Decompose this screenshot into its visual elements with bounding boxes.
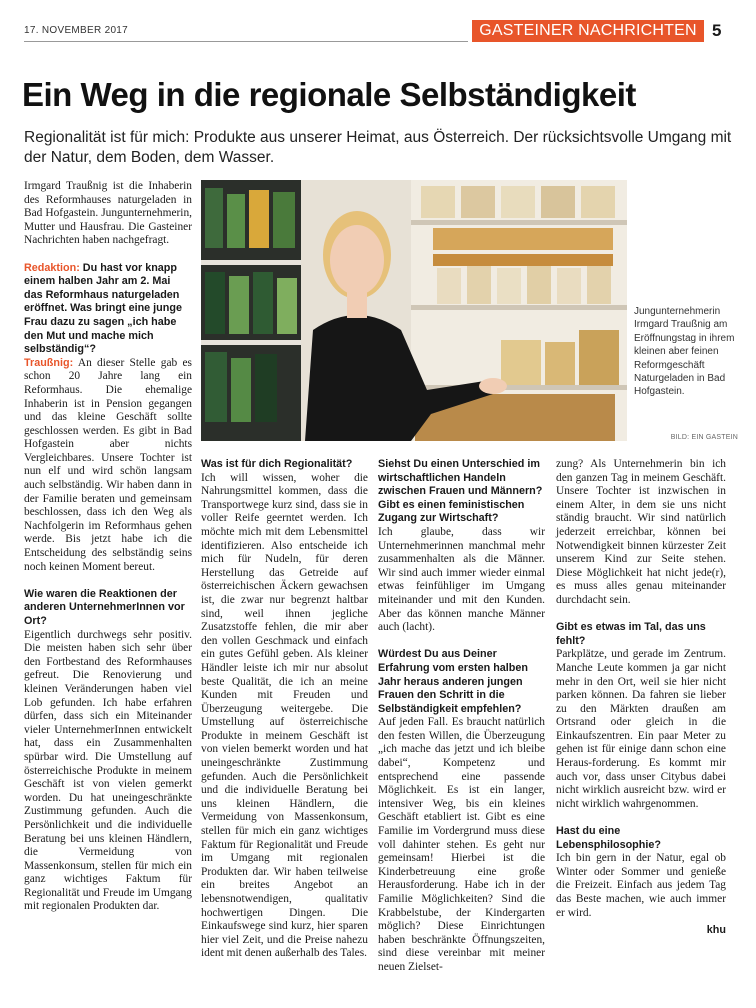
- photo-caption: Jungunternehmerin Irmgard Traußnig am Eröffnungstag in ihrem kleinen aber feinen Reformgeschäft Naturgeladen in Bad Hofgastein.: [634, 306, 735, 398]
- answer-paragraph: Ich will wissen, woher die Nahrungsmittel kommen, dass die Transportwege kurz sind, dass sie in voller Reife geerntet werden. Ich möchte mich mit dem Lebensmittel identifizieren. Also entscheide ich mich für Nudeln, für deren Herstellung das Getreide auf österreichischen Äckern gewachsen ist, die zwar nur begrenzt haltbar sind, weil ihnen jegliche Zusatzstoffe fehlen, die mir aber den vollen Geschmack und einfach ein gutes Gefühl geben. Als kleiner Händler leiste ich mir nur absolut beste Qualität, die ich an meine Kunden mit Freuden und Überzeugung weitergebe. Die Umstellung auf österreichische Produkte in meinem Geschäft ist von vielen bemerkt worden und hat uneingeschränkte Zustimmung gefunden. Auch die Persönlichkeit und die individuelle Beratung bei uns kleinen Händlern, die Vermeidung von Massenkonsum, stellen für mich ein ganz wichtiges Faktum für Regionalität und Freude im Umgang mit regionalen Produkten dar. Wir haben teilweise ein breites Angebot an lebensnotwendigen, qualitativ hochwertigen Dingen. Die Einkaufswege sind kurz, hier sparen hier viel Zeit, und die Preise nahezu ident mit denen außerhalb des Tales.: [201, 471, 368, 960]
- question-heading: Würdest Du aus Deiner Erfahrung vom ersten halben Jahr heraus anderen jungen Frauen den Schritt in die Selbständigkeit empfehlen?: [378, 648, 528, 715]
- page-number: 5: [712, 21, 722, 40]
- answer-paragraph: Auf jeden Fall. Es braucht natürlich den festen Willen, die Überzeugung „ich mache das jetzt und ich bleibe dabei“, Kompetenz und entsprechend eine passende Möglichkeit. Es ist ein langer, intensiver Weg, bis ein kleines Geschäft etabliert ist. Gibt es eine Familie im Vordergrund muss diese voll dahinter stehen. Es geht nur gemeinsam! Hierbei ist die Kinderbetreuung eine große Herausforderung. Habe ich in der Familie Möglichkeiten? Sind die Krabbelstube, der Kindergarten möglich? Diese Einrichtungen haben beschränkte Öffnungszeiten, sind diese vereinbar mit meiner neuen Zielset-: [378, 716, 545, 973]
- question-heading: Gibt es etwas im Tal, das uns fehlt?: [556, 621, 706, 647]
- answer-text: An dieser Stelle gab es schon 20 Jahre lang ein Reformhaus. Die ehemalige Inhaberin ist in Pension gegangen und das kleine Geschäft sollte geschlossen werden. Es gibt in Bad Hofgastein aber nichts Vergleichbares. Unsere Tochter ist nun elf und wird schön langsam auch selbständig. Wir haben dann in der Familie beraten und gemeinsam beschlossen, dass ich den Weg als Nachfolgerin im Reformhaus gehen werde. Bis jetzt habe ich die Entscheidung des selbständig seins noch keinen Moment bereut.: [24, 356, 192, 573]
- article-column-2: [201, 458, 368, 961]
- article-column-3: [378, 458, 545, 975]
- answer-paragraph: Parkplätze, und gerade im Zentrum. Manche Leute kommen ja gar nicht mehr in den Ort, weil sie hier nicht parken können. Da fahren sie lieber zu den Märkten draußen am Ortsrand oder gleich in die Einkaufszentren. Ein paar Meter zu gehen ist für einige dann schon eine Heraus-forderung. Es kommt mir auch vor, dass unser Citybus dabei nicht wirklich ausreicht bzw. wird er nicht wirklich wahrgenommen.: [556, 648, 726, 810]
- article-column-4: [556, 458, 726, 938]
- shop-owner-photo: [201, 180, 627, 441]
- newspaper-brand: GASTEINER NACHRICHTEN: [472, 20, 704, 42]
- answer-paragraph: zung? Als Unternehmerin bin ich den ganzen Tag in meinem Geschäft. Unsere Tochter ist inzwischen in einem Alter, in dem sie uns nicht ständig braucht. Wir sind natürlich jederzeit erreichbar, können bei Notwendigkeit binnen kürzester Zeit unserem Kind zur Seite stehen. Diese Möglichkeit hat nicht jede(r), es muss alles genau miteinander durchdacht sein.: [556, 458, 726, 606]
- question-heading: Was ist für dich Regionalität?: [201, 458, 353, 470]
- answer-paragraph: Ich bin gern in der Natur, egal ob Winter oder Sommer und genieße die Freizeit. Einfach aus jedem Tag das Beste machen, wie auch immer er wird.: [556, 852, 726, 919]
- question-paragraph: [24, 262, 192, 357]
- answer-paragraph: Eigentlich durchwegs sehr positiv. Die meisten haben sich sehr über den Fortbestand des Reformhauses gefreut. Die Renovierung und kleinen Veränderungen haben viel Lob gefunden. Ich habe erfahren dürfen, dass sich ein Miteinander vieler UnternehmerInnen entwickelt hat, dass ein Zusammenhalten spürbar wird. Die Umstellung auf österreichische Produkte in meinem Geschäft ist von vielen gemerkt worden. Du hat uneingeschränkte Zustimmung gefunden. Auch die Persönlichkeit und die individuelle Beratung bei uns kleinen Händlern, die Vermeidung von Massenkonsum, stellen für mich ein ganz wichtiges Faktum für Regionalität und Freude im Umgang mit regionalen Produkten dar.: [24, 628, 192, 913]
- article-column-1: [24, 180, 192, 914]
- article-intro: Irmgard Traußnig ist die Inhaberin des Reformhauses naturgeladen in Bad Hofgastein. Jungunternehmerin, Mutter und Hausfrau. Die Gasteiner Nachrichten haben nachgefragt.: [24, 180, 192, 247]
- answer-paragraph: Ich glaube, dass wir Unternehmerinnen manchmal mehr zusammenhalten als die Männer. Wir sind auch immer wieder einmal etwas feinfühliger im Umgang miteinander und mit den Kunden. Aber das können manche Männer auch (lacht).: [378, 525, 545, 634]
- question-heading: Siehst Du einen Unterschied im wirtschaftlichen Handeln zwischen Frauen und Männern? Gibt es einen feministischen Zugang zur Wirtschaft?: [378, 458, 543, 525]
- speaker-label: Traußnig:: [24, 356, 74, 369]
- author-signature: khu: [706, 924, 726, 937]
- question-heading: Wie waren die Reaktionen der anderen UnternehmerInnen vor Ort?: [24, 587, 185, 627]
- question-heading: Hast du eine Lebensphilosophie?: [556, 825, 661, 851]
- issue-date: 17. NOVEMBER 2017: [24, 25, 129, 36]
- answer-paragraph: [24, 357, 192, 575]
- question-text: Du hast vor knapp einem halben Jahr am 2. Mai das Reformhaus naturgeladen eröffnet. Was bringt eine junge Frau dazu zu sagen „ich habe den Mut und mache mich selbständig“?: [24, 261, 182, 356]
- article-subheadline: Regionalität ist für mich: Produkte aus unserer Heimat, aus Österreich. Der rücksichtsvolle Umgang mit der Natur, dem Boden, dem Wasser.: [24, 129, 732, 166]
- photo-credit: BILD: EIN GASTEIN: [670, 434, 738, 441]
- speaker-label: Redaktion:: [24, 261, 80, 274]
- header-rule: [24, 41, 468, 42]
- article-headline: Ein Weg in die regionale Selbständigkeit: [22, 76, 636, 113]
